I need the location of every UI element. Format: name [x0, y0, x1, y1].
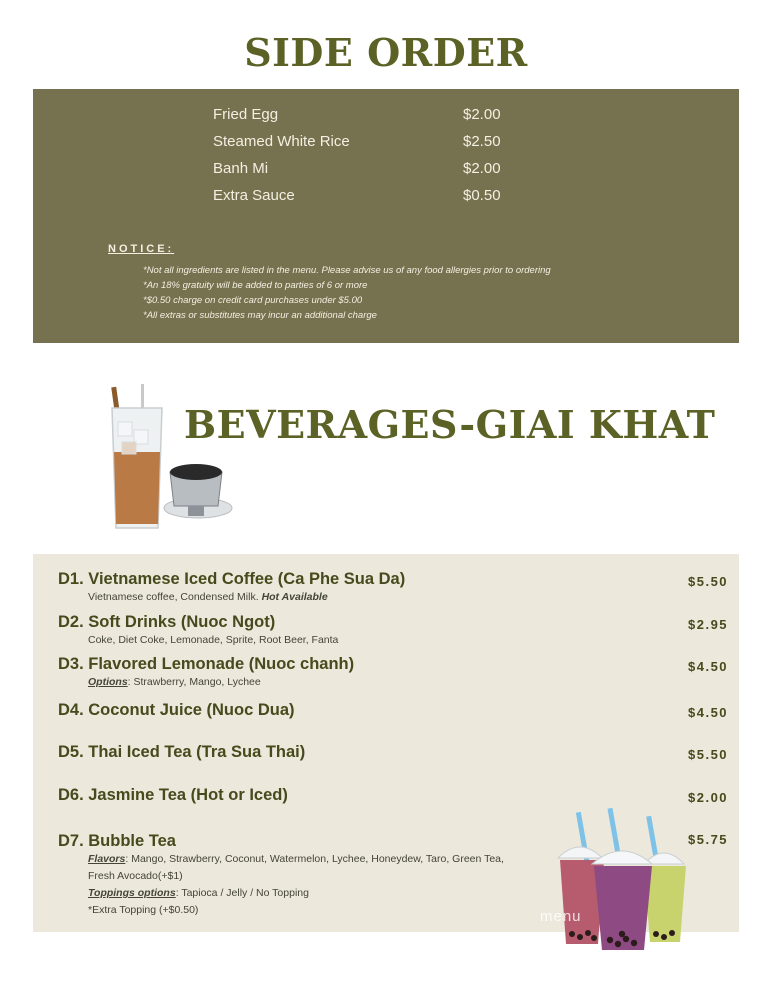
side-item-name: Fried Egg — [213, 106, 279, 123]
flavors-text: : Mango, Strawberry, Coconut, Watermelon, Lychee, Honeydew, Taro, Green Tea, — [125, 853, 504, 865]
item-name: D2. Soft Drinks (Nuoc Ngot) — [58, 613, 276, 631]
side-order-title: SIDE ORDER — [244, 30, 528, 75]
item-price: $5.50 — [688, 747, 729, 762]
side-item-name: Steamed White Rice — [213, 133, 350, 150]
item-description: Coke, Diet Coke, Lemonade, Sprite, Root Beer, Fanta — [88, 634, 339, 646]
toppings-text: : Tapioca / Jelly / No Topping — [175, 887, 309, 899]
menu-item — [58, 655, 738, 691]
side-item-price: $2.00 — [463, 160, 501, 177]
options-label: Options — [88, 676, 128, 688]
watermark: menu — [540, 908, 582, 925]
notice-line: *$0.50 charge on credit card purchases under $5.00 — [143, 295, 363, 306]
side-item — [213, 187, 533, 211]
side-item-price: $2.50 — [463, 133, 501, 150]
side-item — [213, 133, 533, 157]
side-item-name: Banh Mi — [213, 160, 269, 177]
item-price: $2.00 — [688, 790, 729, 805]
item-price: $4.50 — [688, 705, 729, 720]
side-item-name: Extra Sauce — [213, 187, 295, 204]
menu-item — [58, 743, 738, 762]
side-item-price: $0.50 — [463, 187, 501, 204]
side-item — [213, 160, 533, 184]
item-name: D7. Bubble Tea — [58, 832, 176, 850]
flavors-line-2: Fresh Avocado(+$1) — [88, 870, 183, 882]
item-description — [88, 674, 738, 691]
item-name: D1. Vietnamese Iced Coffee (Ca Phe Sua Da) — [58, 570, 406, 588]
menu-item — [58, 613, 738, 649]
item-name: D3. Flavored Lemonade (Nuoc chanh) — [58, 655, 355, 673]
side-item — [213, 106, 533, 130]
hot-available-note: Hot Available — [261, 591, 328, 603]
beverages-title: BEVERAGES-GIAI KHAT — [184, 402, 716, 447]
item-price: $4.50 — [688, 659, 729, 674]
item-name: D5. Thai Iced Tea (Tra Sua Thai) — [58, 743, 306, 761]
notice-line: *An 18% gratuity will be added to parties of 6 or more — [143, 280, 368, 291]
item-price: $5.75 — [688, 832, 729, 847]
item-desc-text: Vietnamese coffee, Condensed Milk. — [88, 591, 259, 603]
extra-topping-note: *Extra Topping (+$0.50) — [88, 904, 199, 916]
notice-heading: NOTICE: — [108, 243, 175, 255]
notice-line: *All extras or substitutes may incur an additional charge — [143, 310, 377, 321]
item-name: D4. Coconut Juice (Nuoc Dua) — [58, 701, 295, 719]
menu-item — [58, 570, 738, 606]
item-description — [88, 589, 738, 606]
side-item-price: $2.00 — [463, 106, 501, 123]
item-price: $2.95 — [688, 617, 729, 632]
bubble-tea-illustration — [552, 806, 692, 954]
flavors-label: Flavors — [88, 853, 126, 865]
item-price: $5.50 — [688, 574, 729, 589]
menu-item — [58, 701, 738, 720]
toppings-label: Toppings options — [88, 887, 176, 899]
options-text: : Strawberry, Mango, Lychee — [127, 676, 261, 688]
side-order-panel — [33, 89, 739, 343]
item-name: D6. Jasmine Tea (Hot or Iced) — [58, 786, 288, 804]
notice-line: *Not all ingredients are listed in the menu. Please advise us of any food allergies prior to ordering — [143, 265, 551, 276]
menu-item — [58, 786, 738, 805]
